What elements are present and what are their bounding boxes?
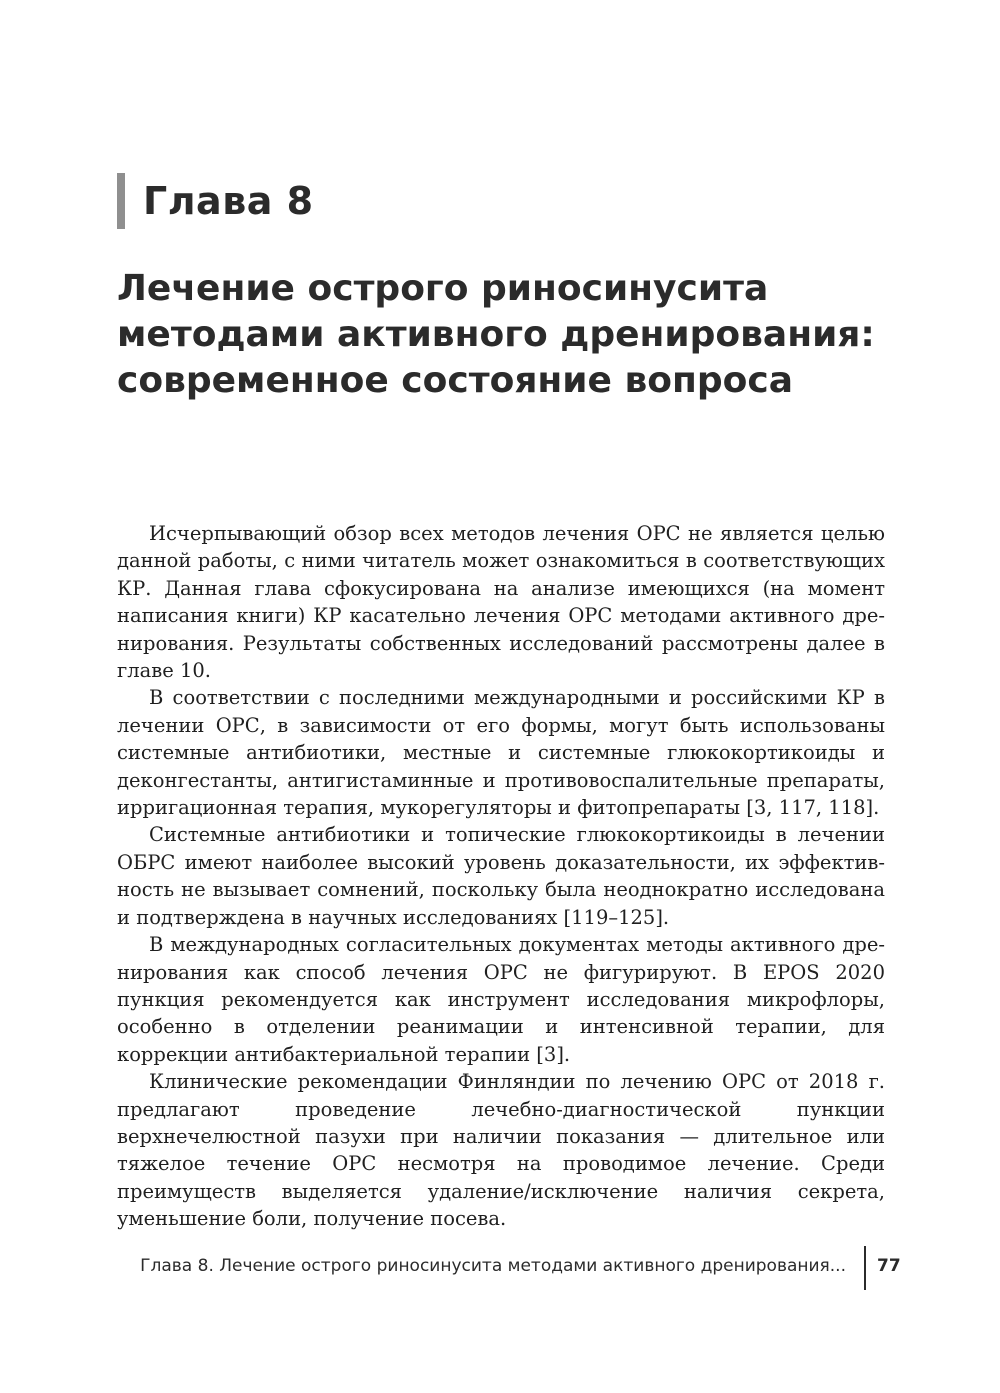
footer-divider xyxy=(864,1246,866,1290)
paragraph: Исчерпывающий обзор всех методов лечения ОРС не является целью данной работы, с ними читатель может ознакомиться в соответствующих КР. Данная глава сфокусирована на анализе имеющихся (на момент написания книги) КР касательно лечения ОРС методами активного дренирования. Результаты собственных исследований рассмотрены далее в главе 10. xyxy=(117,522,885,683)
chapter-label xyxy=(117,172,314,230)
paragraph: В соответствии с последними международными и российскими КР в лечении ОРС, в зависимости от его формы, могут быть использованы системные антибиотики, местные и системные глюкокортикоиды и деконгестанты, антигистаминные и противовоспалительные препараты, ирригационная терапия, мукорегуляторы и фитопрепараты [3, 117, 118]. xyxy=(117,686,885,820)
paragraph: Клинические рекомендации Финляндии по лечению ОРС от 2018 г. предлагают проведение лечебно-диагностической пункции верхнечелюстной пазухи при наличии показания — длительное или тяжелое течение ОРС несмотря на проводимое лечение. Среди преимуществ выделяется удаление/исключение наличия секрета, уменьшение боли, получение посева. xyxy=(117,1070,885,1231)
chapter-number: Глава 8 xyxy=(143,179,314,223)
chapter-title-line: Лечение острого риносинусита xyxy=(117,268,769,309)
paragraph: В международных согласительных документах методы активного дренирования как способ лечения ОРС не фигурируют. В EPOS 2020 пункция рекомендуется как инструмент исследования микрофлоры, особенно в отделении реанимации и интенсивной терапии, для коррекции антибактериальной терапии [3]. xyxy=(117,933,885,1066)
running-head: Глава 8. Лечение острого риносинусита методами активного дренирования... xyxy=(140,1256,846,1276)
body-text xyxy=(117,520,885,1233)
paragraph: Системные антибиотики и топические глюкокортикоиды в лечении ОБРС имеют наиболее высокий уровень доказательности, их эффективность не вызывает сомнений, поскольку была неоднократно исследована и подтверждена в научных исследованиях [119–125]. xyxy=(117,823,885,929)
chapter-accent-bar xyxy=(117,173,125,229)
page-number: 77 xyxy=(877,1256,901,1276)
chapter-title-line: методами активного дренирования: xyxy=(117,314,875,355)
page-footer xyxy=(0,1246,1000,1290)
chapter-title-line: современное состояние вопроса xyxy=(117,360,794,401)
chapter-title xyxy=(117,266,917,404)
